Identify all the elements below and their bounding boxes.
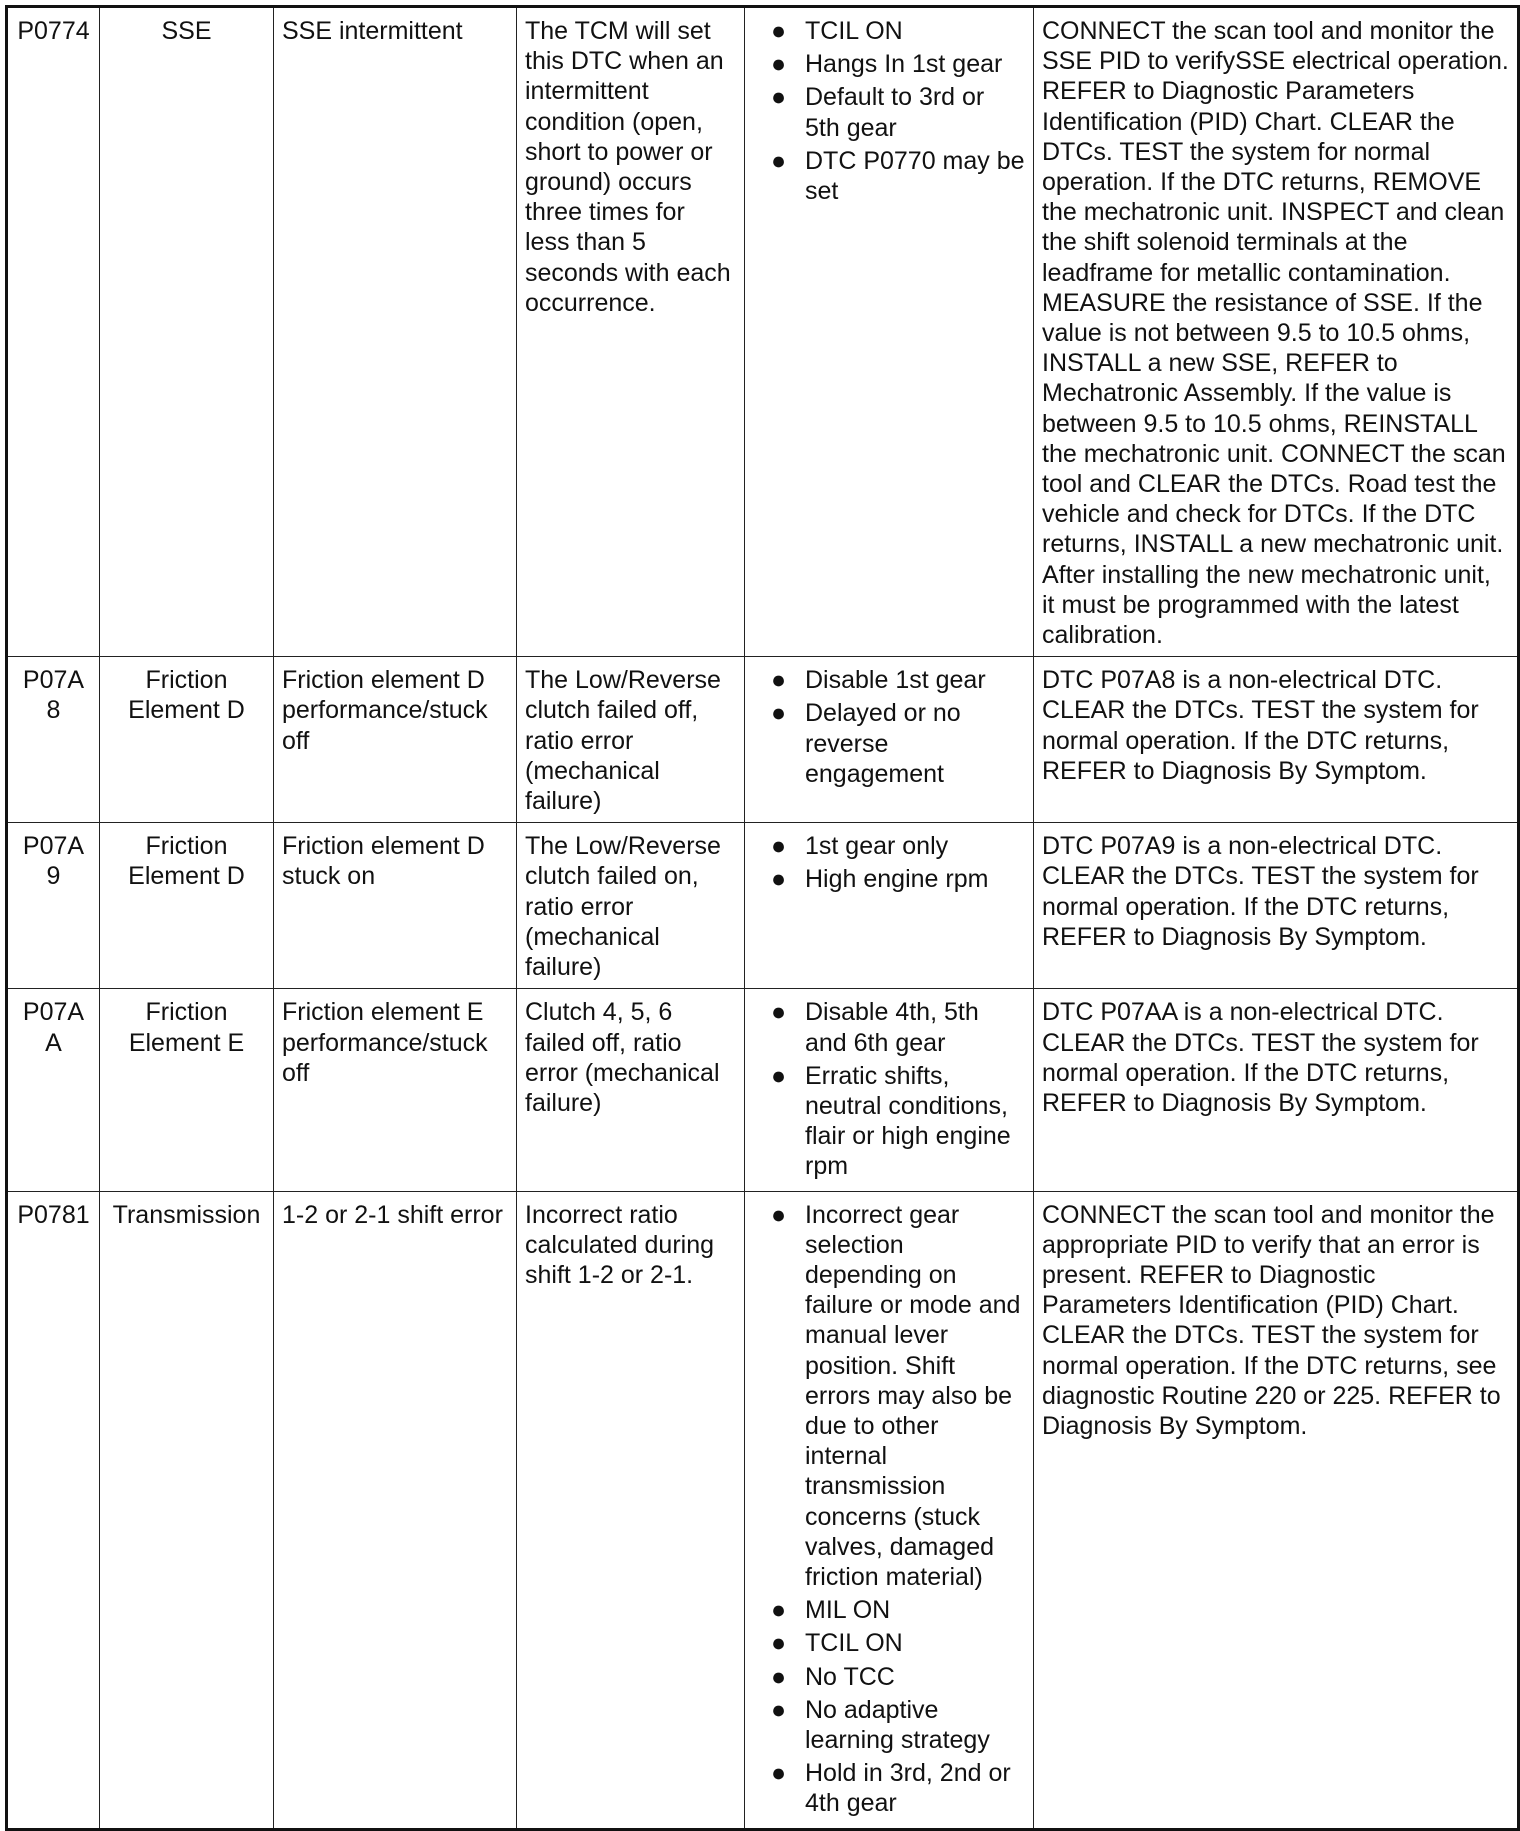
bullet-icon: ● [771,146,787,175]
bullet-icon: ● [771,1629,787,1658]
symptom-text: Default to 3rd or 5th gear [805,83,985,142]
symptom-item [753,864,1025,894]
symptom-item [753,1758,1025,1818]
symptom-list [753,997,1025,1181]
bullet-icon: ● [771,865,787,894]
bullet-icon: ● [771,998,787,1027]
condition: Clutch 4, 5, 6 failed off, ratio error (mechanical failure) [517,989,745,1191]
dtc-description: Friction element D performance/stuck off [274,657,517,823]
symptom-list [753,831,1025,894]
component: Friction Element D [100,823,274,989]
symptom-text: Hangs In 1st gear [805,50,1003,79]
bullet-icon: ● [771,50,787,79]
dtc-description: 1-2 or 2-1 shift error [274,1191,517,1829]
symptom-item [753,1061,1025,1182]
symptom-text: Erratic shifts, neutral conditions, flair or high engine rpm [805,1061,1011,1181]
symptom-text: Hold in 3rd, 2nd or 4th gear [805,1759,1011,1818]
dtc-code: P07A9 [7,823,100,989]
symptom-item [753,665,1025,695]
dtc-description: Friction element D stuck on [274,823,517,989]
component: Friction Element E [100,989,274,1191]
symptoms [745,823,1034,989]
action: DTC P07A8 is a non-electrical DTC. CLEAR the DTCs. TEST the system for normal operation. If the DTC returns, REFER to Diagnosis By Symptom. [1034,657,1519,823]
bullet-icon: ● [771,1596,787,1625]
table-row [7,1191,1519,1829]
bullet-icon: ● [771,666,787,695]
bullet-icon: ● [771,83,787,112]
symptom-text: Incorrect gear selection depending on failure or mode and manual lever position. Shift errors may also be due to other internal transmission concerns (stuck valves, damaged friction material) [805,1200,1021,1591]
dtc-code: P07AA [7,989,100,1191]
dtc-code: P0774 [7,7,100,657]
symptom-text: High engine rpm [805,865,989,894]
symptom-list [753,16,1025,206]
symptom-item [753,997,1025,1057]
action: CONNECT the scan tool and monitor the appropriate PID to verify that an error is present. REFER to Diagnostic Parameters Identification (PID) Chart. CLEAR the DTCs. TEST the system for normal operation. If the DTC returns, see diagnostic Routine 220 or 225. REFER to Diagnosis By Symptom. [1034,1191,1519,1829]
symptom-text: TCIL ON [805,17,903,45]
symptom-text: No adaptive learning strategy [805,1695,990,1754]
symptom-item [753,698,1025,789]
condition: The Low/Reverse clutch failed off, ratio error (mechanical failure) [517,657,745,823]
bullet-icon: ● [771,699,787,728]
symptom-item [753,146,1025,206]
symptom-text: No TCC [805,1662,895,1691]
symptoms [745,1191,1034,1829]
dtc-code: P07A8 [7,657,100,823]
component: SSE [100,7,274,657]
dtc-description: Friction element E performance/stuck off [274,989,517,1191]
symptoms [745,989,1034,1191]
symptom-item [753,1695,1025,1755]
symptom-text: MIL ON [805,1596,891,1625]
bullet-icon: ● [771,832,787,861]
symptom-item [753,16,1025,46]
symptom-item [753,831,1025,861]
bullet-icon: ● [771,1200,787,1229]
action: CONNECT the scan tool and monitor the SSE PID to verifySSE electrical operation. REFER to Diagnostic Parameters Identification (PID) Chart. CLEAR the DTCs. TEST the system for normal operation. If the DTC returns, REMOVE the mechatronic unit. INSPECT and clean the shift solenoid terminals at the leadframe for metallic contamination. MEASURE the resistance of SSE. If the value is not between 9.5 to 10.5 ohms, INSTALL a new SSE, REFER to Mechatronic Assembly. If the value is between 9.5 to 10.5 ohms, REINSTALL the mechatronic unit. CONNECT the scan tool and CLEAR the DTCs. Road test the vehicle and check for DTCs. If the DTC returns, INSTALL a new mechatronic unit. After installing the new mechatronic unit, it must be programmed with the latest calibration. [1034,7,1519,657]
symptom-item [753,1662,1025,1692]
symptom-text: Disable 1st gear [805,666,986,695]
action: DTC P07AA is a non-electrical DTC. CLEAR the DTCs. TEST the system for normal operation. If the DTC returns, REFER to Diagnosis By Symptom. [1034,989,1519,1191]
symptom-text: 1st gear only [805,832,949,861]
dtc-table-body [7,7,1519,1830]
table-row [7,657,1519,823]
symptom-text: Disable 4th, 5th and 6th gear [805,998,979,1057]
bullet-icon: ● [771,1695,787,1724]
dtc-code: P0781 [7,1191,100,1829]
table-row [7,989,1519,1191]
condition: The TCM will set this DTC when an intermittent condition (open, short to power or ground) occurs three times for less than 5 seconds with each occurrence. [517,7,745,657]
symptom-text: Delayed or no reverse engagement [805,699,961,788]
dtc-description: SSE intermittent [274,7,517,657]
symptom-text: TCIL ON [805,1629,903,1658]
symptom-list [753,1200,1025,1819]
bullet-icon: ● [771,1061,787,1090]
bullet-icon: ● [771,1759,787,1788]
table-row [7,7,1519,657]
symptom-item [753,82,1025,142]
bullet-icon: ● [771,1662,787,1691]
component: Transmission [100,1191,274,1829]
condition: Incorrect ratio calculated during shift 1-2 or 2-1. [517,1191,745,1829]
symptom-item [753,49,1025,79]
symptom-text: DTC P0770 may be set [805,146,1025,206]
component: Friction Element D [100,657,274,823]
symptom-item [753,1595,1025,1625]
table-row [7,823,1519,989]
symptom-item [753,1628,1025,1658]
symptom-item [753,1200,1025,1593]
symptom-list [753,665,1025,789]
action: DTC P07A9 is a non-electrical DTC. CLEAR the DTCs. TEST the system for normal operation. If the DTC returns, REFER to Diagnosis By Symptom. [1034,823,1519,989]
bullet-icon: ● [771,17,787,45]
symptoms [745,657,1034,823]
dtc-table [5,5,1520,1831]
symptoms [745,7,1034,657]
condition: The Low/Reverse clutch failed on, ratio error (mechanical failure) [517,823,745,989]
